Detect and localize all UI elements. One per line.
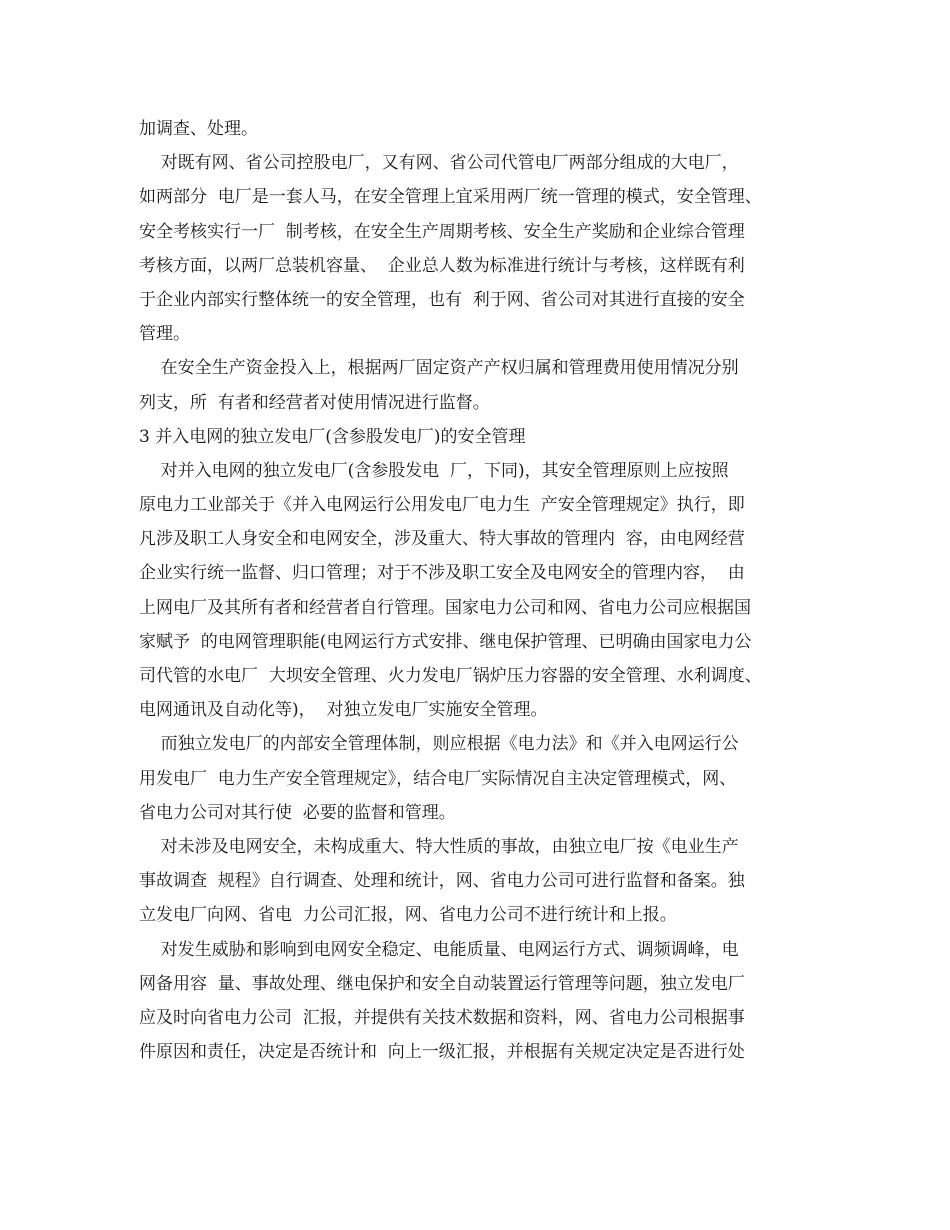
text-line: 在安全生产资金投入上，根据两厂固定资产产权归属和管理费用使用情况分别	[139, 358, 739, 379]
text-line: 对发生威胁和影响到电网安全稳定、电能质量、电网运行方式、调频调峰，电	[139, 939, 739, 960]
text-line: 用发电厂 电力生产安全管理规定》，结合电厂实际情况自主决定管理模式，网、	[139, 768, 737, 789]
text-line: 原电力工业部关于《并入电网运行公用发电厂电力生 产安全管理规定》执行，即	[139, 495, 745, 516]
text-line: 企业实行统一监督、归口管理；对于不涉及职工安全及电网安全的管理内容， 由	[139, 563, 745, 584]
text-line: 网备用容 量、事故处理、继电保护和安全自动装置运行管理等问题，独立发电厂	[139, 973, 745, 994]
paragraph	[139, 933, 829, 1070]
text-line: 应及时向省电力公司 汇报，并提供有关技术数据和资料，网、省电力公司根据事	[139, 1007, 745, 1028]
text-line: 安全考核实行一厂 制考核，在安全生产周期考核、安全生产奖励和企业综合管理	[139, 221, 745, 242]
paragraph	[139, 727, 829, 830]
text-line: 加调查、处理。	[139, 119, 258, 139]
text-line: 如两部分 电厂是一套人马，在安全管理上宜采用两厂统一管理的模式，安全管理、	[139, 187, 762, 208]
text-line: 对既有网、省公司控股电厂，又有网、省公司代管电厂两部分组成的大电厂，	[139, 153, 739, 174]
text-line: 上网电厂及其所有者和经营者自行管理。国家电力公司和网、省电力公司应根据国	[139, 597, 751, 618]
text-line: 管理。	[139, 324, 190, 345]
text-line: 司代管的水电厂 大坝安全管理、火力发电厂锅炉压力容器的安全管理、水利调度、	[139, 666, 762, 686]
paragraph	[139, 454, 829, 728]
paragraph	[139, 351, 829, 419]
text-line: 凡涉及职工人身安全和电网安全，涉及重大、特大事故的管理内 容，由电网经营	[139, 529, 745, 550]
paragraph	[139, 146, 829, 351]
text-line: 3 并入电网的独立发电厂(含参股发电厂)的安全管理	[139, 426, 526, 447]
text-line: 件原因和责任，决定是否统计和 向上一级汇报，并根据有关规定决定是否进行处	[139, 1042, 745, 1063]
text-line: 列支，所 有者和经营者对使用情况进行监督。	[139, 392, 490, 413]
text-line: 电网通讯及自动化等)， 对独立发电厂实施安全管理。	[139, 700, 548, 721]
text-line: 事故调查 规程》自行调查、处理和统计，网、省电力公司可进行监督和备案。独	[139, 871, 745, 892]
text-line: 于企业内部实行整体统一的安全管理，也有 利于网、省公司对其进行直接的安全	[139, 289, 745, 310]
text-line: 家赋予 的电网管理职能(电网运行方式安排、继电保护管理、已明确由国家电力公	[139, 631, 752, 652]
section-heading	[139, 420, 829, 454]
text-line: 考核方面，以两厂总装机容量、 企业总人数为标准进行统计与考核，这样既有利	[139, 255, 745, 276]
text-line: 对未涉及电网安全，未构成重大、特大性质的事故，由独立电厂按《电业生产	[139, 836, 739, 857]
paragraph	[139, 830, 829, 933]
text-line: 省电力公司对其行使 必要的监督和管理。	[139, 802, 456, 823]
paragraph	[139, 112, 829, 146]
text-line: 立发电厂向网、省电 力公司汇报，网、省电力公司不进行统计和上报。	[139, 905, 677, 926]
document-body	[139, 112, 829, 1069]
text-line: 对并入电网的独立发电厂(含参股发电 厂，下同)，其安全管理原则上应按照	[139, 460, 729, 481]
text-line: 而独立发电厂的内部安全管理体制，则应根据《电力法》和《并入电网运行公	[139, 734, 739, 755]
